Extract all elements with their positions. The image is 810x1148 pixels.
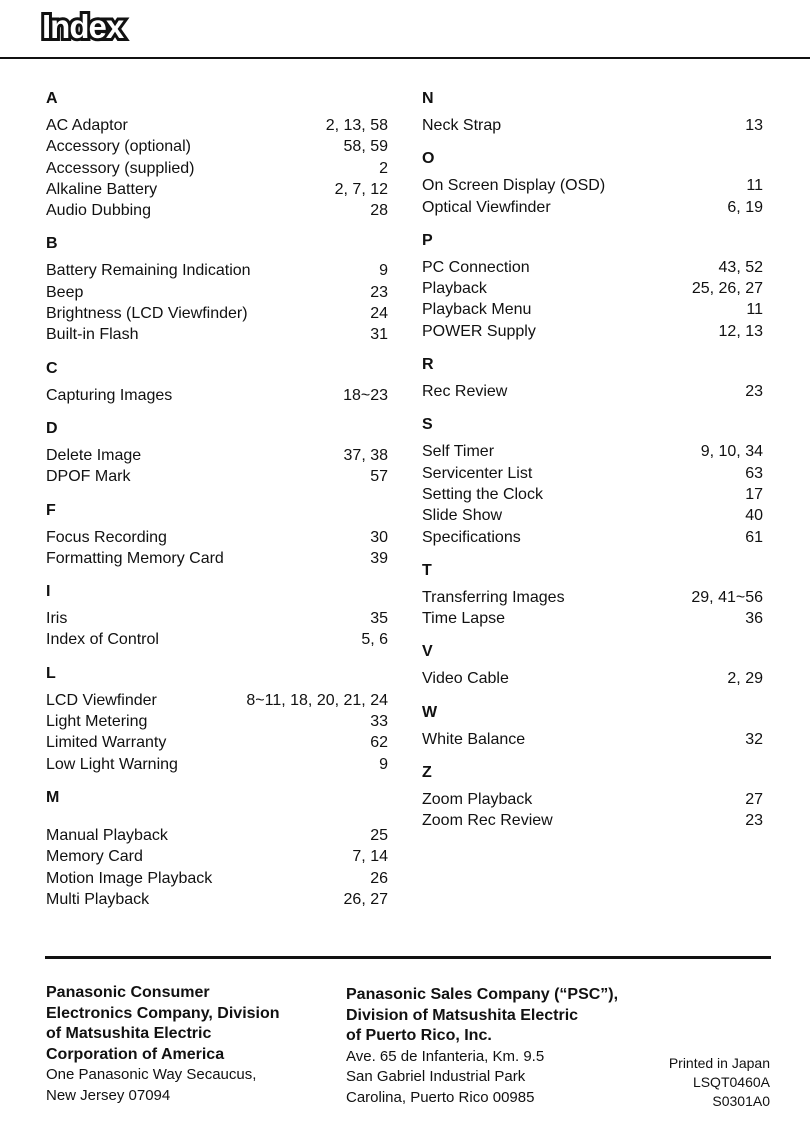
section-letter: V <box>422 643 433 661</box>
index-section-n <box>422 88 763 136</box>
index-term: Time Lapse <box>422 610 505 628</box>
index-term: Playback <box>422 280 487 298</box>
section-letter: N <box>422 90 434 107</box>
footer-text-line: S0301A0 <box>712 1093 770 1109</box>
index-entry <box>422 381 763 402</box>
index-pages: 12, 13 <box>718 322 763 340</box>
index-section-l <box>46 663 388 775</box>
index-term: Playback Menu <box>422 301 532 319</box>
index-entry <box>46 711 388 732</box>
index-pages: 23 <box>745 383 763 401</box>
index-section-f <box>46 500 388 570</box>
index-term: PC Connection <box>422 258 530 276</box>
footer-company-line: of Puerto Rico, Inc. <box>346 1027 492 1044</box>
index-entry <box>46 754 388 775</box>
index-pages: 62 <box>370 734 388 752</box>
index-term: Transferring Images <box>422 588 565 606</box>
index-pages: 63 <box>745 464 763 482</box>
index-pages: 25 <box>370 826 388 844</box>
index-section-v <box>422 641 763 689</box>
index-entry <box>46 136 388 157</box>
index-entry <box>422 299 763 320</box>
index-entry <box>422 175 763 196</box>
index-entry <box>422 197 763 218</box>
footer-text-line: Printed in Japan <box>668 1055 770 1071</box>
index-term: Capturing Images <box>46 386 173 404</box>
page-title: Index <box>42 8 124 45</box>
index-entry <box>422 729 763 750</box>
index-entry <box>422 789 763 810</box>
index-term: Neck Strap <box>422 117 502 134</box>
index-pages: 27 <box>745 791 763 809</box>
section-letter: Z <box>422 764 432 782</box>
index-term: Built-in Flash <box>46 326 139 344</box>
index-pages: 2, 29 <box>727 670 763 688</box>
index-entry <box>422 321 763 342</box>
index-pages: 26, 27 <box>343 890 388 908</box>
index-entry <box>422 441 763 462</box>
index-pages: 2, 7, 12 <box>334 180 388 198</box>
index-pages: 36 <box>745 610 763 628</box>
index-term: Zoom Playback <box>422 791 533 809</box>
index-entry <box>46 527 388 548</box>
footer-company-line: Division of Matsushita Electric <box>346 1006 579 1024</box>
index-term: DPOF Mark <box>46 468 131 486</box>
index-pages: 9 <box>379 262 388 280</box>
index-entry <box>46 179 388 200</box>
footer-address-usa <box>46 983 280 1106</box>
index-term: Beep <box>46 283 84 301</box>
index-pages: 25, 26, 27 <box>691 280 763 298</box>
section-letter: R <box>422 356 434 374</box>
index-pages: 61 <box>745 528 763 546</box>
index-section-z <box>422 762 763 832</box>
index-pages: 2 <box>379 159 388 177</box>
index-pages: 23 <box>370 283 388 301</box>
index-term: Slide Show <box>422 507 503 525</box>
index-entry <box>422 257 763 278</box>
section-letter: B <box>46 235 58 253</box>
index-entry <box>46 385 388 406</box>
section-letter: P <box>422 231 433 249</box>
index-entry <box>46 260 388 281</box>
index-term: Battery Remaining Indication <box>46 262 251 280</box>
index-pages: 29, 41~56 <box>691 588 763 606</box>
index-entry <box>46 548 388 569</box>
index-pages: 7, 14 <box>352 848 388 866</box>
footer-text-line: One Panasonic Way Secaucus, <box>46 1066 257 1083</box>
index-entry <box>46 324 388 345</box>
index-entry <box>422 115 763 136</box>
index-term: Delete Image <box>46 446 142 464</box>
footer-text-line: Ave. 65 de Infanteria, Km. 9.5 <box>346 1047 545 1065</box>
footer-text-line: Carolina, Puerto Rico 00985 <box>346 1088 535 1106</box>
index-entry <box>46 608 388 629</box>
index-pages: 28 <box>370 202 388 220</box>
index-entry <box>46 889 388 910</box>
index-term: Formatting Memory Card <box>46 549 224 567</box>
index-entry <box>422 810 763 831</box>
section-letter: I <box>46 583 51 601</box>
index-pages: 2, 13, 58 <box>325 117 388 134</box>
index-term: Video Cable <box>422 670 509 688</box>
index-term: Motion Image Playback <box>46 869 213 887</box>
index-entry <box>46 200 388 221</box>
section-letter: F <box>46 501 56 519</box>
index-pages: 11 <box>746 177 763 195</box>
index-term: Iris <box>46 610 68 628</box>
index-pages: 30 <box>370 528 388 546</box>
index-term: Brightness (LCD Viewfinder) <box>46 305 248 323</box>
section-letter: W <box>422 703 438 721</box>
index-section-i <box>46 581 388 651</box>
index-pages: 39 <box>370 549 388 567</box>
footer-company-line: Panasonic Consumer <box>46 984 210 1001</box>
footer-company-line: Panasonic Sales Company (“PSC”), <box>346 986 619 1003</box>
index-entry <box>46 445 388 466</box>
index-pages: 35 <box>370 610 388 628</box>
index-pages: 24 <box>370 305 388 323</box>
index-section-a <box>46 88 388 221</box>
section-letter: A <box>46 90 58 107</box>
index-term: Alkaline Battery <box>46 180 158 198</box>
index-pages: 8~11, 18, 20, 21, 24 <box>246 691 388 709</box>
index-pages: 37, 38 <box>343 446 388 464</box>
index-entry <box>46 466 388 487</box>
index-pages: 5, 6 <box>361 631 388 649</box>
index-term: Zoom Rec Review <box>422 812 553 830</box>
section-letter: T <box>422 561 432 579</box>
index-term: Light Metering <box>46 713 148 731</box>
index-entry <box>422 505 763 526</box>
index-pages: 43, 52 <box>718 258 763 276</box>
section-letter: C <box>46 359 58 377</box>
index-term: Rec Review <box>422 383 508 401</box>
index-pages: 11 <box>746 301 763 319</box>
index-entry <box>46 629 388 650</box>
index-entry <box>46 868 388 889</box>
footer-company-line: Corporation of America <box>46 1045 225 1063</box>
index-entry <box>422 278 763 299</box>
index-entry <box>46 846 388 867</box>
index-pages: 6, 19 <box>727 198 763 216</box>
index-term: Limited Warranty <box>46 734 167 752</box>
index-entry <box>422 608 763 629</box>
index-entry <box>46 303 388 324</box>
index-entry <box>46 690 388 711</box>
index-pages: 17 <box>745 485 763 503</box>
index-pages: 58, 59 <box>343 138 388 156</box>
section-letter: S <box>422 416 433 434</box>
index-term: Accessory (supplied) <box>46 159 195 177</box>
footer-address-puerto-rico <box>346 985 618 1108</box>
footer-company-line: of Matsushita Electric <box>46 1025 212 1042</box>
index-term: Self Timer <box>422 443 495 461</box>
index-term: POWER Supply <box>422 322 536 340</box>
index-pages: 13 <box>745 117 763 134</box>
index-term: Index of Control <box>46 631 159 649</box>
index-term: Memory Card <box>46 848 143 866</box>
top-divider <box>0 57 810 59</box>
index-entry <box>46 282 388 303</box>
index-pages: 18~23 <box>343 386 388 404</box>
index-section-c <box>46 358 388 406</box>
index-term: Servicenter List <box>422 464 533 482</box>
index-term: Setting the Clock <box>422 485 543 503</box>
index-section-w <box>422 702 763 750</box>
section-letter: M <box>46 788 60 806</box>
footer-company-line: Electronics Company, Division <box>46 1004 280 1022</box>
index-section-s <box>422 414 763 547</box>
footer-text-line: New Jersey 07094 <box>46 1086 171 1104</box>
index-entry <box>46 732 388 753</box>
index-section-t <box>422 560 763 630</box>
index-column-right <box>422 88 763 844</box>
index-pages: 40 <box>745 507 763 525</box>
footer-print-info <box>669 1054 770 1111</box>
bottom-divider <box>45 956 771 959</box>
section-letter: O <box>422 150 435 168</box>
index-pages: 23 <box>745 812 763 830</box>
index-section-p <box>422 230 763 342</box>
index-pages: 9 <box>379 755 388 773</box>
index-section-m <box>46 787 388 910</box>
index-term: Audio Dubbing <box>46 202 151 220</box>
index-pages: 26 <box>370 869 388 887</box>
index-entry <box>422 527 763 548</box>
index-entry <box>422 484 763 505</box>
index-column-left <box>46 88 388 922</box>
section-letter: L <box>46 664 56 682</box>
index-pages: 32 <box>745 730 763 748</box>
index-entry <box>46 115 388 136</box>
index-section-r <box>422 354 763 402</box>
index-entry <box>422 463 763 484</box>
index-term: White Balance <box>422 730 526 748</box>
index-entry <box>46 158 388 179</box>
index-term: AC Adaptor <box>46 117 128 134</box>
footer-text-line: LSQT0460A <box>692 1074 770 1090</box>
footer-text-line: San Gabriel Industrial Park <box>346 1068 526 1085</box>
index-term: Optical Viewfinder <box>422 198 551 216</box>
index-section-b <box>46 233 388 345</box>
index-section-d <box>46 418 388 488</box>
index-term: Accessory (optional) <box>46 138 191 156</box>
index-pages: 31 <box>370 326 388 344</box>
index-pages: 33 <box>370 713 388 731</box>
index-term: Manual Playback <box>46 826 168 844</box>
index-pages: 57 <box>370 468 388 486</box>
index-entry <box>422 587 763 608</box>
index-term: Multi Playback <box>46 890 150 908</box>
index-term: Low Light Warning <box>46 755 178 773</box>
index-pages: 9, 10, 34 <box>700 443 763 461</box>
index-term: Specifications <box>422 528 521 546</box>
index-term: On Screen Display (OSD) <box>422 177 606 195</box>
index-section-o <box>422 148 763 218</box>
index-term: Focus Recording <box>46 528 167 546</box>
section-letter: D <box>46 419 58 437</box>
index-entry <box>422 668 763 689</box>
index-entry <box>46 825 388 846</box>
index-term: LCD Viewfinder <box>46 691 157 709</box>
